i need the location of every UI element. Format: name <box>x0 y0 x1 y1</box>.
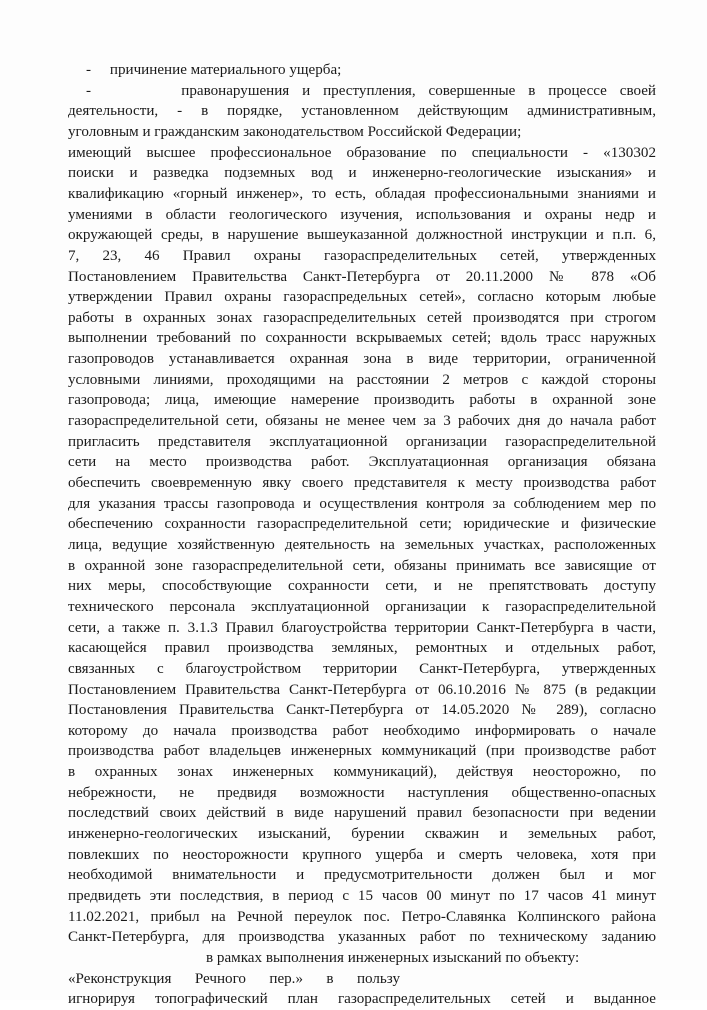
text-line-overflow: игнорируя топографический план газораспределительных сетей и выданное <box>68 991 656 1008</box>
text-line: связанных с благоустройством территории Санкт-Петербурга, утвержденных <box>68 660 656 677</box>
text-line: небрежности, не предвидя возможности наступления общественно-опасных <box>68 784 656 801</box>
text-line: работы в охранных зонах газораспределительных сетей производятся при строгом <box>68 309 656 326</box>
text-line: сети на место производства работ. Эксплуатационная организация обязана <box>68 454 656 471</box>
text-line: утверждении Правил охраны газораспредельных сетей», согласно которым любые <box>68 289 656 306</box>
text-line: инженерно-геологических изысканий, бурении скважин и земельных работ, <box>68 826 656 842</box>
text-line: необходимой внимательности и предусмотрительности должен был и мог <box>68 867 656 884</box>
text-line: в рамках выполнения инженерных изысканий по объекту: <box>206 949 580 966</box>
text-line: обеспечить своевременную явку своего представителя к месту производства работ <box>68 475 656 491</box>
text-line: Постановлением Правительства Санкт-Петербурга от 20.11.2000 № 878 «Об <box>68 268 656 285</box>
text-line: них меры, способствующие сохранности сети, и не препятствовать доступу <box>68 578 656 595</box>
text-line: Санкт-Петербурга, для производства указанных работ по техническому заданию <box>68 929 656 946</box>
text-line: окружающей среды, в нарушение вышеуказанной должностной инструкции и п.п. 6, <box>68 227 656 244</box>
text-line: пригласить представителя эксплуатационной организации газораспределительной <box>68 433 656 450</box>
text-line: технического персонала эксплуатационной организации к газораспределительной <box>68 598 656 615</box>
text-line: касающейся правил производства земляных, ремонтных и отдельных работ, <box>68 640 656 657</box>
text-line: имеющий высшее профессиональное образование по специальности - «130302 <box>68 144 656 161</box>
text-line: которому до начала производства работ необходимо информировать о начале <box>68 722 656 739</box>
text-line: 7, 23, 46 Правил охраны газораспределительных сетей, утвержденных <box>68 247 656 264</box>
text-line: повлекших по неосторожности крупного ущерба и смерть человека, хотя при <box>68 846 656 863</box>
text-line: обеспечению сохранности газораспределительной сети; юридические и физические <box>68 516 656 533</box>
text-line: - причинение материального ущерба; <box>86 62 342 78</box>
text-line: умениями в области геологического изучения, использования и охраны недр и <box>68 206 656 223</box>
text-line: поиски и разведка подземных вод и инженерно-геологические изыскания» и <box>68 165 656 182</box>
text-line: 11.02.2021, прибыл на Речной переулок пос. Петро-Славянка Колпинского района <box>68 908 656 925</box>
text-line: - правонарушения и преступления, совершенные в процессе своей <box>86 82 656 99</box>
text-line: в охранной зоне газораспределительной сети, обязаны принимать все зависящие от <box>68 557 656 574</box>
text-line: газораспределительной сети, обязаны не менее чем за 3 рабочих дня до начала работ <box>68 413 656 429</box>
text-line: квалификацию «горный инженер», то есть, обладая профессиональными знаниями и <box>68 185 656 202</box>
text-line: выполнении требований по сохранности вскрываемых сетей; вдоль трасс наружных <box>68 330 656 347</box>
text-line: сети, а также п. 3.1.3 Правил благоустройства территории Санкт-Петербурга в части, <box>68 619 656 636</box>
text-line: газопроводов устанавливается охранная зона в виде территории, ограниченной <box>68 351 656 368</box>
text-line: предвидеть эти последствия, в период с 15 часов 00 минут по 17 часов 41 минут <box>68 888 656 904</box>
text-line: газопровода; лица, имеющие намерение производить работы в охранной зоне <box>68 392 656 409</box>
text-line: для указания трассы газопровода и осуществления контроля за соблюдением мер по <box>68 495 656 512</box>
text-line: условными линиями, проходящими на расстоянии 2 метров с каждой стороны <box>68 371 656 388</box>
text-line: лица, ведущие хозяйственную деятельность на земельных участках, расположенных <box>68 537 656 553</box>
text-line: последствий своих действий в виде нарушений правил безопасности при ведении <box>68 805 656 822</box>
text-line: Постановления Правительства Санкт-Петербурга от 14.05.2020 № 289), согласно <box>68 702 656 719</box>
text-line: Постановлением Правительства Санкт-Петербурга от 06.10.2016 № 875 (в редакции <box>68 681 656 698</box>
text-line: деятельности, - в порядке, установленном действующим административным, <box>68 103 656 120</box>
text-line: производства работ владельцев инженерных коммуникаций (при производстве работ <box>68 743 656 760</box>
text-line: «Реконструкция Речного пер.» в пользу <box>68 970 400 987</box>
text-line: в охранных зонах инженерных коммуникаций), действуя неосторожно, по <box>68 764 656 781</box>
text-line: уголовным и гражданским законодательством Российской Федерации; <box>68 123 522 140</box>
